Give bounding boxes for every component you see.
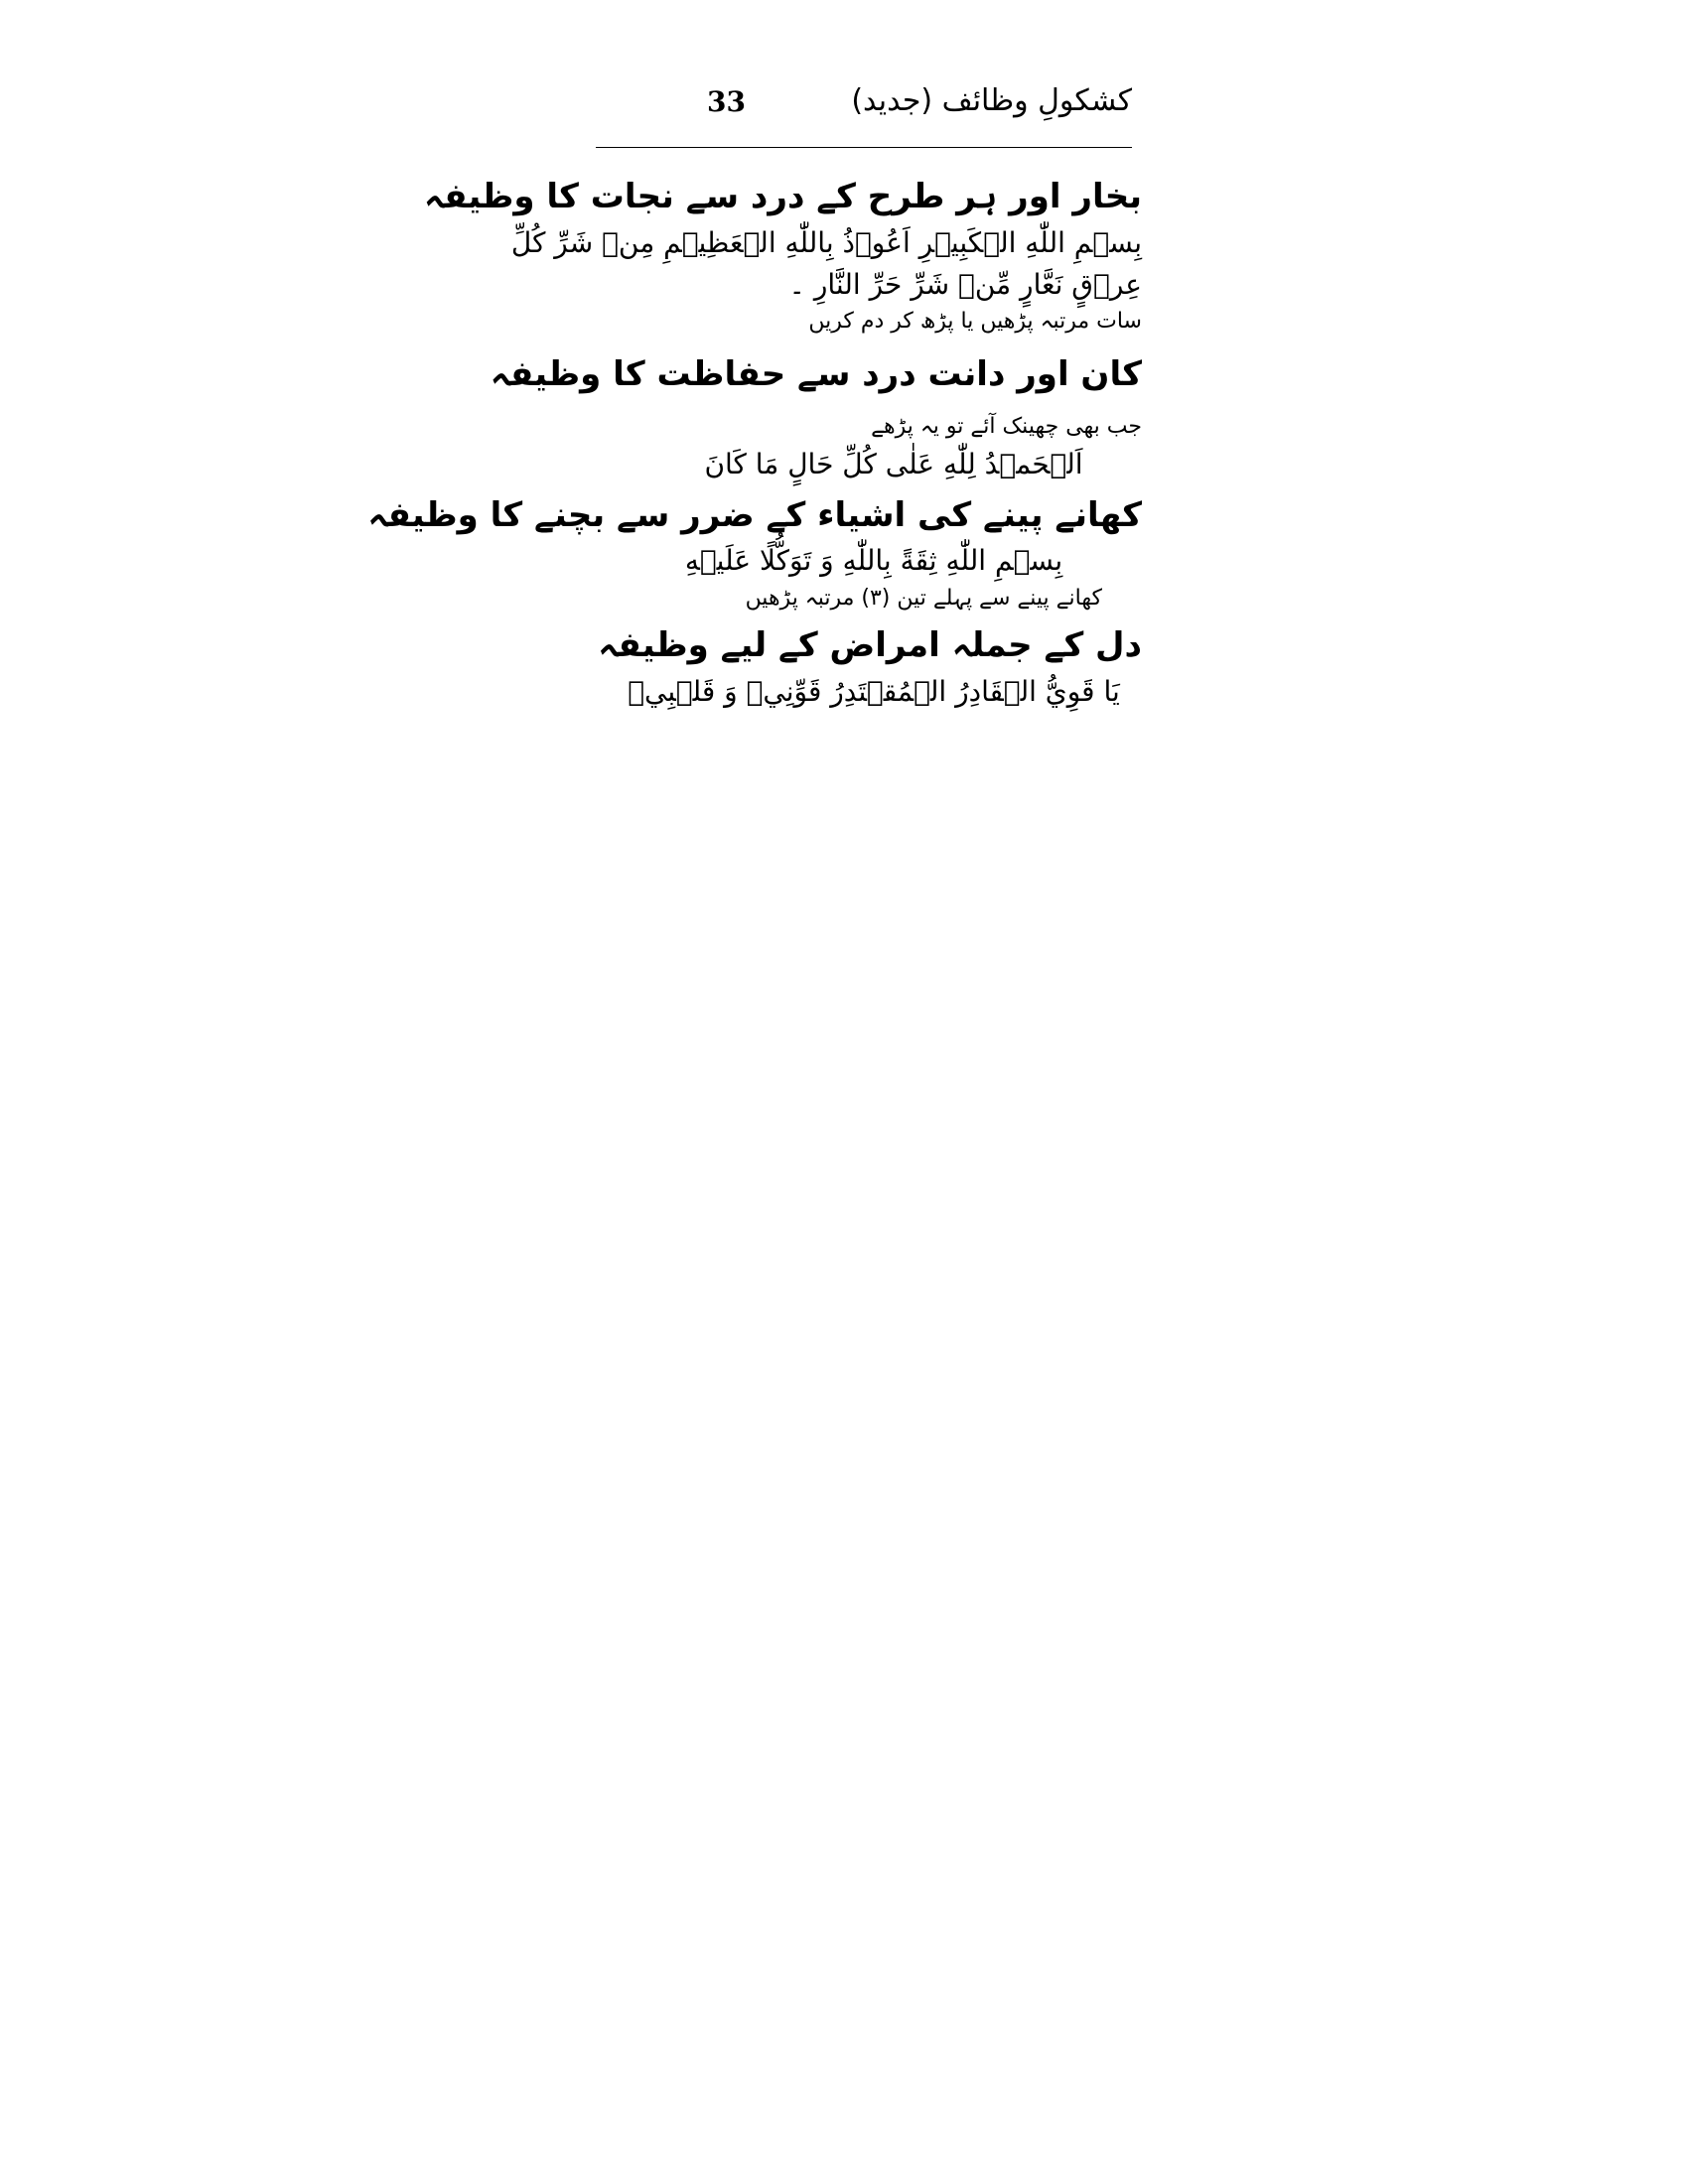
section-heading-food-harm: کھانے پینے کی اشیاء کے ضرر سے بچنے کا وظیفہ — [367, 494, 1142, 535]
arabic-text-line: بِسۡمِ اللّٰهِ ثِقَةً بِاللّٰهِ وَ تَوَكُّلًا عَلَيۡهِ — [684, 544, 1063, 578]
section-heading-fever: بخار اور ہر طرح کے درد سے نجات کا وظیفہ — [424, 177, 1142, 216]
header-divider — [596, 147, 1132, 148]
instruction-text: سات مرتبہ پڑھیں یا پڑھ کر دم کریں — [808, 309, 1142, 335]
page-header — [596, 83, 1132, 133]
running-title: کشکولِ وظائف (جدید) — [851, 83, 1132, 118]
instruction-text: کھانے پینے سے پہلے تین (۳) مرتبہ پڑھیں — [745, 586, 1102, 612]
instruction-text: جب بھی چھینک آئے تو یہ پڑھے — [871, 414, 1142, 440]
arabic-text-line: يَا قَوِيُّ الۡقَادِرُ الۡمُقۡتَدِرُ قَوِّنِيۡ وَ قَلۡبِيۡ — [628, 674, 1120, 708]
arabic-text-line: بِسۡمِ اللّٰهِ الۡكَبِيۡرِ اَعُوۡذُ بِاللّٰهِ الۡعَظِيۡمِ مِنۡ شَرِّ كُلِّ — [510, 225, 1142, 259]
arabic-text-line: اَلۡحَمۡدُ لِلّٰهِ عَلٰى كُلِّ حَالٍ مَا كَانَ — [704, 447, 1083, 480]
section-heading-heart-ailments: دل کے جملہ امراض کے لیے وظیفہ — [598, 624, 1142, 665]
section-heading-ear-teeth: کان اور دانت درد سے حفاظت کا وظیفہ — [490, 354, 1142, 395]
page-body — [367, 167, 1142, 711]
arabic-text-line: عِرۡقٍ نَعَّارٍ مِّنۡ شَرِّ حَرِّ النَّارِ ۔ — [788, 267, 1142, 301]
page-number: 33 — [707, 85, 746, 118]
